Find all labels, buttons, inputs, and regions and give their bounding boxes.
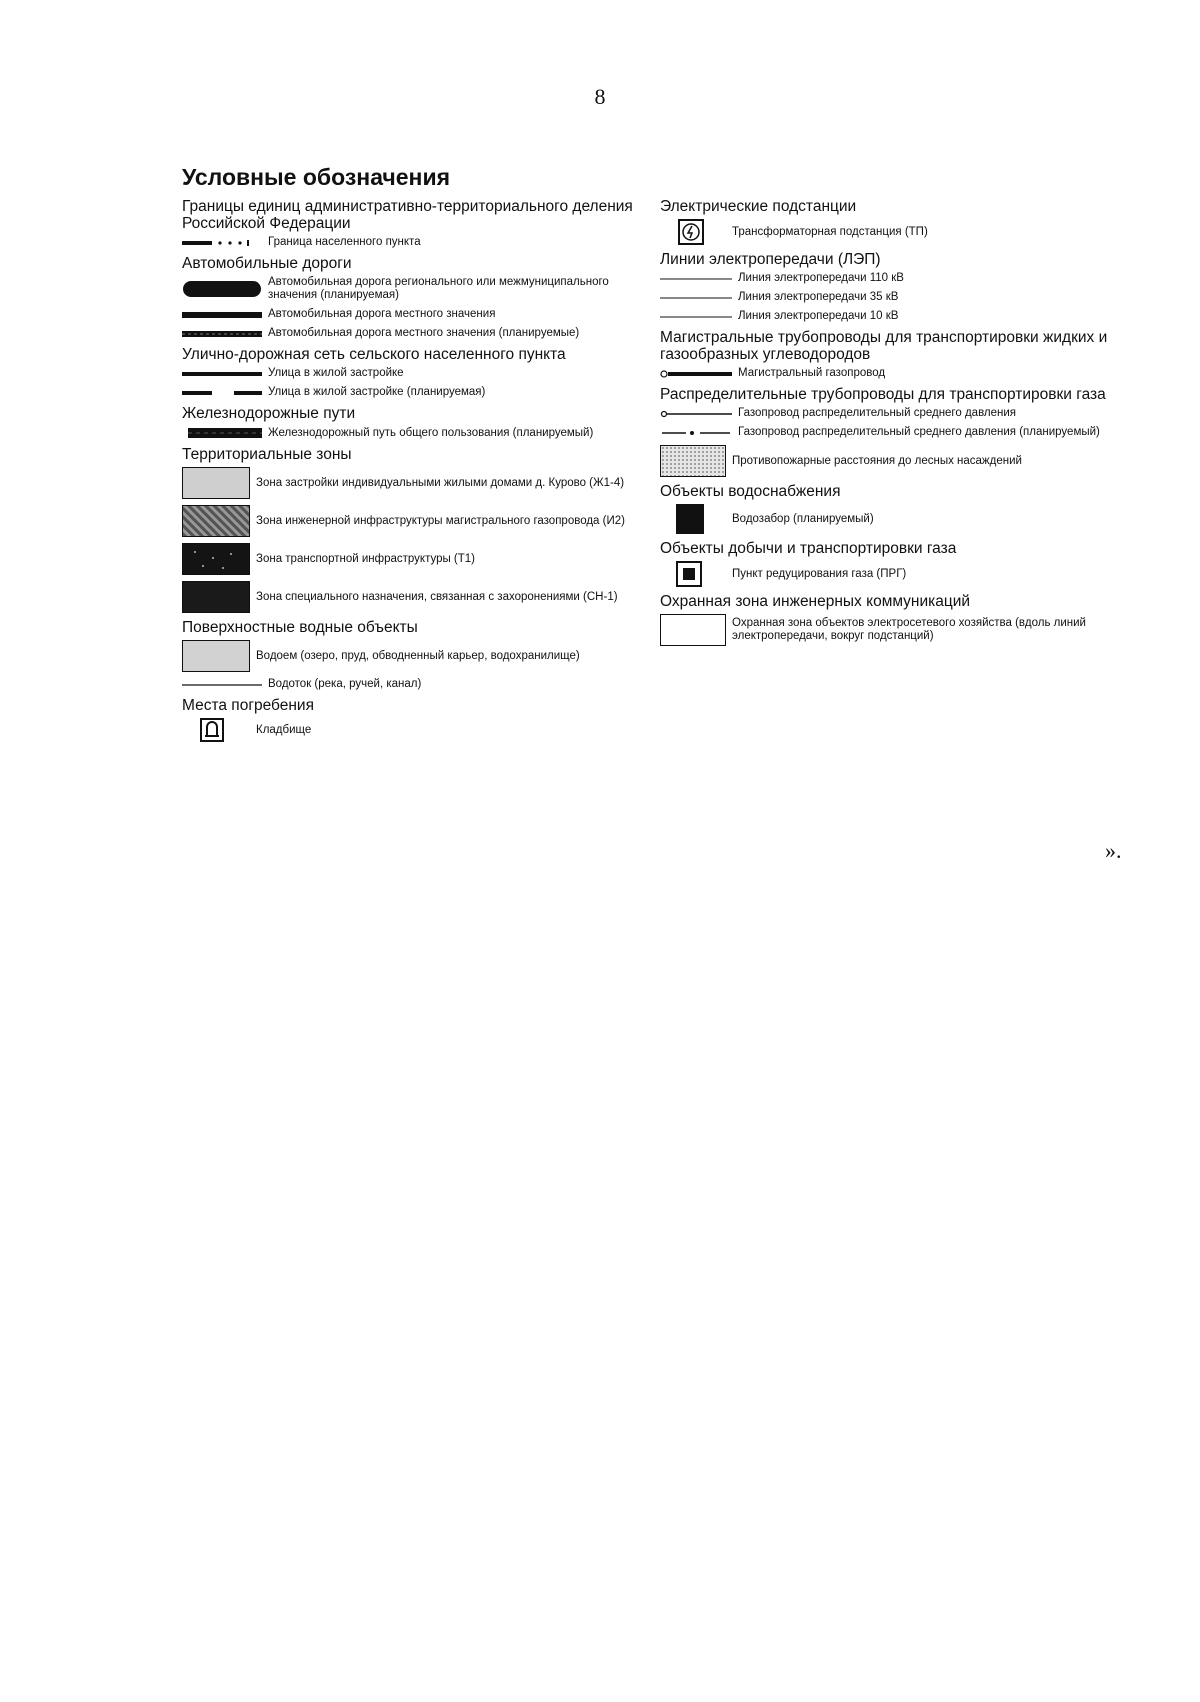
legend-item (182, 581, 657, 613)
category-title: Электрические подстанции (660, 198, 857, 215)
zone-gas-infra-icon (182, 505, 250, 537)
legend-left-column (182, 198, 657, 748)
legend-item (182, 308, 657, 321)
legend-item (182, 640, 657, 672)
line-bar (660, 316, 732, 317)
legend-item (182, 276, 657, 302)
legend-item (660, 614, 1130, 646)
zone-special-icon (182, 581, 250, 613)
water-intake-icon (660, 504, 726, 534)
main-gas-pipeline-icon (660, 369, 732, 379)
category-title: Места погребения (182, 697, 314, 714)
local-road-planned-icon (182, 329, 262, 339)
category-water (182, 619, 657, 691)
medium-pressure-gas-planned-icon (660, 427, 732, 439)
legend-item (182, 718, 657, 742)
legend-item (660, 219, 1130, 245)
legend-label: Магистральный газопровод (738, 367, 886, 379)
category-title: Границы единиц административно-территориального деления Российской Федерации (182, 198, 633, 232)
legend-label: Линия электропередачи 110 кВ (738, 272, 904, 284)
legend-item (182, 236, 657, 249)
legend-label: Трансформаторная подстанция (ТП) (732, 225, 928, 238)
legend-item (660, 407, 1130, 420)
street-icon (182, 369, 262, 379)
regional-road-planned-icon (182, 278, 262, 300)
power-line-110-icon (660, 273, 732, 285)
legend-item (660, 445, 1130, 477)
legend-item (182, 367, 657, 380)
category-title: Автомобильные дороги (182, 255, 352, 272)
category-main-pipelines (660, 329, 1130, 380)
gas-reduction-point-icon (660, 561, 726, 587)
closing-quote-mark: ». (1105, 838, 1122, 863)
legend-label: Автомобильная дорога местного значения (268, 308, 496, 320)
zone-transport-icon (182, 543, 250, 575)
category-title: Поверхностные водные объекты (182, 619, 418, 636)
boundary-line-icon (182, 237, 262, 249)
legend-label: Зона застройки индивидуальными жилыми домами д. Курово (Ж1-4) (256, 476, 625, 489)
legend-label: Линия электропередачи 10 кВ (738, 310, 899, 322)
legend-label: Железнодорожный путь общего пользования (планируемый) (268, 426, 594, 439)
legend-item (182, 426, 657, 440)
category-power-lines (660, 251, 1130, 323)
line-bar (660, 297, 732, 298)
legend-item (660, 272, 1130, 285)
category-title: Распределительные трубопроводы для транспортировки газа (660, 386, 1106, 403)
category-title: Железнодорожные пути (182, 405, 356, 422)
category-substations (660, 198, 1130, 245)
legend-label: Зона инженерной инфраструктуры магистрального газопровода (И2) (256, 514, 625, 527)
category-gas-objects (660, 540, 1130, 587)
legend-label: Кладбище (256, 723, 312, 736)
category-railway (182, 405, 657, 440)
legend-item (660, 561, 1130, 587)
legend-label: Водозабор (планируемый) (732, 512, 874, 525)
line-bar (660, 278, 732, 279)
legend-label: Противопожарные расстояния до лесных насаждений (732, 454, 1022, 467)
category-distribution-pipelines (660, 386, 1130, 477)
power-line-10-icon (660, 311, 732, 323)
legend-item (660, 426, 1130, 439)
category-streets (182, 346, 657, 399)
legend-item (660, 291, 1130, 304)
railway-icon (182, 426, 262, 440)
legend-label: Автомобильная дорога регионального или межмуниципального значения (планируемая) (268, 276, 609, 301)
local-road-icon (182, 310, 262, 320)
category-title: Магистральные трубопроводы для транспортировки жидких и газообразных углеводородов (660, 329, 1108, 363)
legend-item (182, 386, 657, 399)
legend-label: Пункт редуцирования газа (ПРГ) (732, 567, 907, 580)
category-burial (182, 697, 657, 742)
category-roads (182, 255, 657, 340)
legend-label: Зона специального назначения, связанная с захоронениями (СН-1) (256, 590, 618, 603)
power-line-35-icon (660, 292, 732, 304)
watercourse-icon (182, 681, 262, 689)
legend-right-column (660, 198, 1130, 652)
page-number: 8 (594, 84, 606, 109)
legend-title: Условные обозначения (182, 164, 451, 190)
category-title: Объекты добычи и транспортировки газа (660, 540, 957, 557)
fire-distance-icon (660, 445, 726, 477)
legend-label: Охранная зона объектов электросетевого хозяйства (вдоль линий электропередачи, вокруг подстанций) (732, 617, 1086, 642)
category-boundaries (182, 198, 657, 249)
legend-label: Зона транспортной инфраструктуры (Т1) (256, 552, 476, 565)
legend-item (660, 504, 1130, 534)
category-title: Улично-дорожная сеть сельского населенного пункта (182, 346, 566, 363)
legend-item (182, 327, 657, 340)
legend-label: Водоем (озеро, пруд, обводненный карьер, водохранилище) (256, 649, 580, 662)
legend-label: Водоток (река, ручей, канал) (268, 678, 422, 690)
category-zones (182, 446, 657, 613)
zone-residential-icon (182, 467, 250, 499)
legend-item (182, 505, 657, 537)
legend-item (182, 678, 657, 691)
category-title: Охранная зона инженерных коммуникаций (660, 593, 971, 610)
legend-item (182, 467, 657, 499)
category-title: Объекты водоснабжения (660, 483, 841, 500)
protection-zone-icon (660, 614, 726, 646)
legend-item (660, 367, 1130, 380)
category-title: Территориальные зоны (182, 446, 352, 463)
legend-label: Граница населенного пункта (268, 236, 421, 248)
legend-label: Линия электропередачи 35 кВ (738, 291, 899, 303)
category-water-supply (660, 483, 1130, 534)
medium-pressure-gas-icon (660, 409, 732, 419)
legend-item (182, 543, 657, 575)
transformer-substation-icon (660, 219, 726, 245)
water-body-icon (182, 640, 250, 672)
legend-item (660, 310, 1130, 323)
legend-label: Газопровод распределительный среднего давления (738, 407, 1017, 419)
cemetery-icon (182, 718, 250, 742)
street-planned-icon (182, 388, 262, 398)
legend-label: Улица в жилой застройке (268, 367, 404, 379)
legend-label: Газопровод распределительный среднего давления (планируемый) (738, 426, 1100, 438)
category-protection-zone (660, 593, 1130, 646)
category-title: Линии электропередачи (ЛЭП) (660, 251, 881, 268)
legend-label: Улица в жилой застройке (планируемая) (268, 386, 486, 398)
legend-label: Автомобильная дорога местного значения (планируемые) (268, 327, 580, 339)
